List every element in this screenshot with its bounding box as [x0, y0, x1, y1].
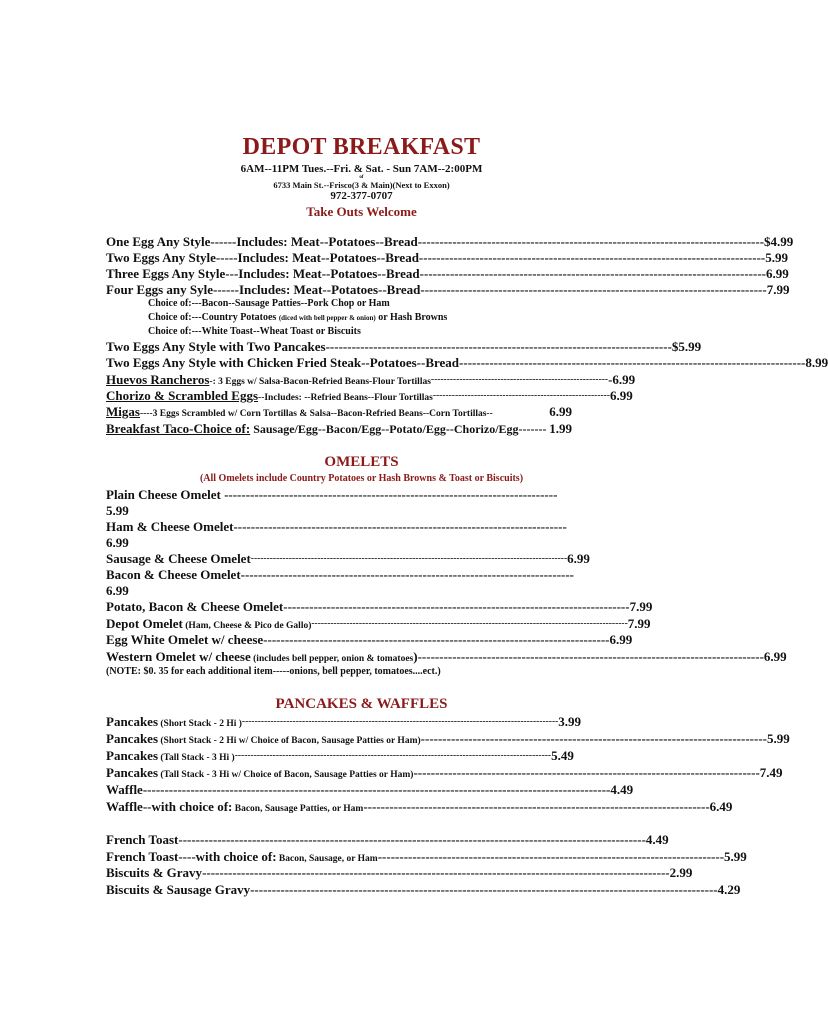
- menu-item: Pancakes (Tall Stack - 3 Hi w/ Choice of Bacon, Sausage Patties or Ham) -------------------------------------------------------------------------------- 7.49: [106, 765, 783, 780]
- menu-item-migas: Migas----3 Eggs Scrambled w/ Corn Tortillas & Salsa--Bacon-Refried Beans--Corn Tortillas-- 6.99: [106, 404, 572, 419]
- menu-item: Four Eggs any Syle------Includes: Meat--Potatoes--Bread -------------------------------------------------------------------------------- 7.99: [106, 282, 790, 297]
- menu-item: Two Eggs Any Style-----Includes: Meat--Potatoes--Bread -------------------------------------------------------------------------------- 5.99: [106, 250, 788, 265]
- menu-item: French Toast ------------------------------------------------------------------------------------------------------------ 4.49: [106, 832, 669, 847]
- menu-item: Biscuits & Gravy ------------------------------------------------------------------------------------------------------------ 2.99: [106, 865, 693, 880]
- menu-item: Two Eggs Any Style with Chicken Fried Steak--Potatoes--Bread -------------------------------------------------------------------------------- 8.99: [106, 355, 828, 370]
- menu-item-chorizo: Chorizo & Scrambled Eggs--Includes: --Refried Beans--Flour Tortillas -------------------------------------------------------- 6.99: [106, 388, 633, 403]
- address: 6733 Main St.--Frisco(3 & Main)(Next to Exxon): [273, 180, 450, 190]
- menu-item: Two Eggs Any Style with Two Pancakes -------------------------------------------------------------------------------- $5.99: [106, 339, 702, 354]
- hours: 6AM--11PM Tues.--Fri. & Sat. - Sun 7AM--2:00PM: [240, 163, 483, 175]
- menu-item: Waffle--with choice of: Bacon, Sausage Patties, or Ham -------------------------------------------------------------------------------- 6.49: [106, 799, 733, 814]
- menu-item: Pancakes (Short Stack - 2 Hi ) ---------------------------------------------------------------------------------------------------- 3.99: [106, 714, 582, 729]
- menu-item: Three Eggs Any Style---Includes: Meat--Potatoes--Bread -------------------------------------------------------------------------------- 6.99: [106, 266, 789, 281]
- menu-item: Biscuits & Sausage Gravy ------------------------------------------------------------------------------------------------------------ 4.29: [106, 882, 741, 897]
- address-of: of: [359, 175, 364, 180]
- takeouts: Take Outs Welcome: [306, 204, 417, 219]
- menu-item-huevos: Huevos Rancheros-: 3 Eggs w/ Salsa-Bacon-Refried Beans-Flour Tortillas -------------------------------------------------------- -6.99: [106, 372, 636, 387]
- choice-line: Choice of:---Bacon--Sausage Patties--Pork Chop or Ham: [148, 298, 390, 309]
- menu-item: Depot Omelet (Ham, Cheese & Pico de Gallo) ---------------------------------------------------------------------------------------------------- 7.99: [106, 616, 651, 631]
- menu-item: Egg White Omelet w/ cheese -------------------------------------------------------------------------------- 6.99: [106, 632, 633, 647]
- menu-item: Sausage & Cheese Omelet ---------------------------------------------------------------------------------------------------- 6.99: [106, 551, 590, 566]
- menu-item-price: 6.99: [106, 535, 129, 550]
- omelet-note: (NOTE: $0. 35 for each additional item-----onions, bell pepper, tomatoes....ect.): [106, 666, 441, 677]
- menu-item: Waffle ------------------------------------------------------------------------------------------------------------ 4.49: [106, 782, 634, 797]
- section-title-pancakes: PANCAKES & WAFFLES: [275, 696, 448, 712]
- menu-item: French Toast----with choice of: Bacon, Sausage, or Ham -------------------------------------------------------------------------------- 5.99: [106, 849, 747, 864]
- menu-item-taco: Breakfast Taco-Choice of: Sausage/Egg--Bacon/Egg--Potato/Egg--Chorizo/Egg------- 1.99: [106, 421, 572, 436]
- menu-item: Pancakes (Tall Stack - 3 Hi ) ---------------------------------------------------------------------------------------------------- 5.49: [106, 748, 574, 763]
- phone: 972-377-0707: [330, 190, 393, 202]
- menu-item: Ham & Cheese Omelet-----------------------------------------------------------------------------: [106, 519, 567, 534]
- menu-item-price: 6.99: [106, 583, 129, 598]
- menu-item-price: 5.99: [106, 503, 129, 518]
- section-subtitle-omelets: (All Omelets include Country Potatoes or Hash Browns & Toast or Biscuits): [199, 473, 524, 484]
- section-title-omelets: OMELETS: [324, 454, 399, 470]
- menu-item: Pancakes (Short Stack - 2 Hi w/ Choice of Bacon, Sausage Patties or Ham) -------------------------------------------------------------------------------- 5.99: [106, 731, 790, 746]
- menu-item: Western Omelet w/ cheese (includes bell pepper, onion & tomatoes) -------------------------------------------------------------------------------- 6.99: [106, 649, 787, 664]
- menu-item: Bacon & Cheese Omelet-----------------------------------------------------------------------------: [106, 567, 575, 582]
- choice-line: Choice of:---White Toast--Wheat Toast or Biscuits: [148, 326, 361, 337]
- menu-item: Plain Cheese Omelet -----------------------------------------------------------------------------: [106, 487, 558, 502]
- page-title: DEPOT BREAKFAST: [242, 134, 481, 160]
- choice-line: Choice of:---Country Potatoes (diced with bell pepper & onion) or Hash Browns: [148, 312, 448, 323]
- menu-item: One Egg Any Style------Includes: Meat--Potatoes--Bread -------------------------------------------------------------------------------- $4.99: [106, 234, 794, 249]
- menu-item: Potato, Bacon & Cheese Omelet -------------------------------------------------------------------------------- 7.99: [106, 599, 653, 614]
